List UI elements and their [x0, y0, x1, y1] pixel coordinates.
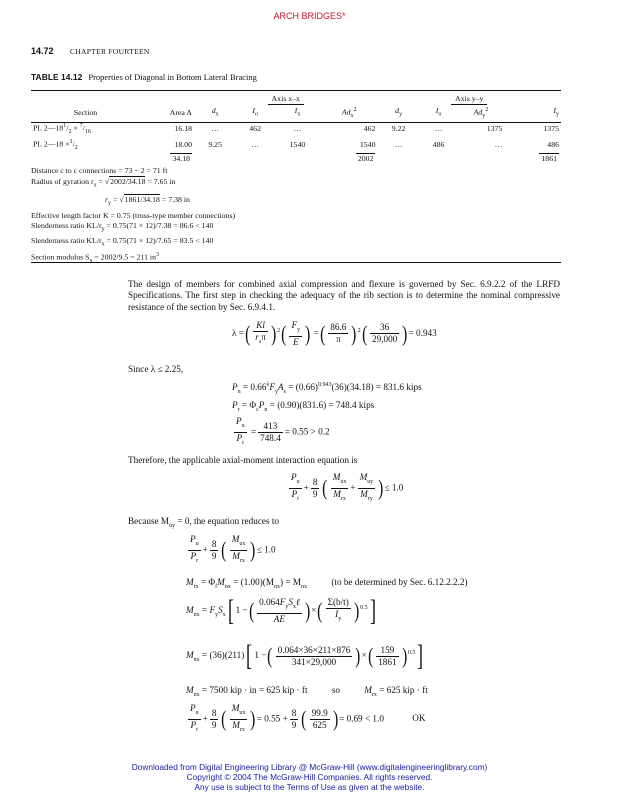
table-totals-row	[31, 153, 561, 164]
text-because: Because $M_{uy} = 0$, the equation reduces to	[128, 516, 279, 529]
equation-mnx-general: $M_{nx} = F_yS_x$[ 1 −( $\frac{0.064F_yS_x\ell}{AE}$ )×( $\frac{\Sigma(b/t)}{I_y}$ )$^{0.5}$]	[186, 594, 376, 627]
col-dy: $d_y$	[395, 106, 403, 118]
table-notes	[31, 166, 235, 266]
equation-reduced: $\frac{P_u}{P_r}$ + $\frac{8}{9}$ ( $\frac{M_{ux}}{M_{rx}}$ )≤ 1.0	[190, 534, 276, 564]
properties-table	[31, 94, 561, 164]
equation-mnx-numeric: $M_{nx} = (36)(211)$[ 1 −( $\frac{0.064\times 36\times 211\times 876}{341\times 29,000}$ )×( $\frac{159}{1861}$ )$^{0.5}$]	[186, 639, 424, 672]
text-therefore: Therefore, the applicable axial-moment interaction equation is	[128, 455, 358, 465]
table-row: PL 2—18 $\times^1/_2$ 18.00 9.25 … 1540 1540 … 486 … 486	[33, 139, 559, 152]
text-to-be-determined: (to be determined by Sec. 6.12.2.2.2)	[331, 577, 468, 587]
text-since: Since λ ≤ 2.25,	[128, 364, 184, 374]
footer-terms[interactable]: Any use is subject to the Terms of Use as given at the website.	[194, 782, 425, 792]
table-bottom-rule	[31, 262, 561, 263]
total-area: 34.18	[172, 154, 190, 164]
note-k: Effective length factor K = 0.75 (truss-type member connections)	[31, 210, 236, 220]
equation-interaction: $\frac{P_u}{P_r}$ + $\frac{8}{9}$ ( $\frac{M_{ux}}{M_{rx}}$ + $\frac{M_{uy}}{M_{ry}}$ )≤ 1.0	[291, 472, 404, 502]
col-ix: $I_x$	[294, 106, 301, 118]
col-area: Area A	[169, 108, 192, 118]
equation-mnx-value: $M_{nx} = 7500$ kip · in = 625 kip · ft so $M_{rx} = 625$ kip · ft	[186, 685, 428, 698]
paragraph-intro: The design of members for combined axial compression and flexure is governed by Sec. 6.9.2.2 of the LRFD Specifications. The first step in checking the adequacy of the rib section is to determine the nominal compressive resistance of the section by Sec. 6.9.4.1.	[128, 279, 560, 312]
note-radius-y: $r_y = √1861/34.18 = 7.38$ in	[105, 194, 190, 207]
chapter-title: CHAPTER FOURTEEN	[70, 47, 150, 56]
col-section: Section	[73, 108, 98, 118]
note-section-modulus: Section modulus $S_x = 2002/9.5 = 211$ $in^3$	[31, 251, 160, 264]
col-ady2: $Ad_y^2$	[473, 107, 489, 120]
equation-lambda: λ =( $\frac{Kl}{r_s\pi}$ )$^2$( $\frac{F_y}{E}$ ) =( $\frac{86.6}{\pi}$ )$^2$( $\frac{36}{29,000}$ )= 0.943	[232, 320, 437, 347]
table-caption	[31, 72, 257, 82]
table-column-header-row	[31, 105, 561, 121]
table-top-rule	[31, 90, 561, 91]
axis-y-header: Axis y–y	[451, 94, 487, 105]
equation-ratio: $\frac{P_u}{P_r}$ = $\frac{413}{748.4}$ = 0.55 > 0.2	[236, 416, 330, 446]
equation-pn: $P_n = 0.66^\lambda F_yA_s = (0.66)^{0.943}(36)(34.18) = 831.6$ kips	[232, 382, 422, 395]
footer-download-link[interactable]: Downloaded from Digital Engineering Library @ McGraw-Hill (www.digitalengineeringlibrary.com)	[131, 762, 488, 772]
col-iy: $I_y$	[553, 106, 559, 118]
equation-final-check: $\frac{P_u}{P_r}$ + $\frac{8}{9}$ ( $\frac{M_{ux}}{M_{rx}}$ )= 0.55 + $\frac{8}{9}$ ( $\frac{99.9}{625}$ )= 0.69 < 1.0 OK	[190, 703, 426, 733]
axis-x-header: Axis x–x	[268, 94, 304, 105]
table-label: TABLE 14.12	[31, 72, 83, 82]
equation-pr: $P_r = \Phi_cP_n = (0.90)(831.6) = 748.4$ kips	[232, 400, 375, 413]
ok-label: OK	[412, 713, 426, 724]
table-row: PL $2—18^1/_2 \times ^7/_{16}$ 16.18 … 462 … 462 9.22 … 1375 1375	[33, 123, 559, 136]
total-adx2: 2002	[357, 154, 374, 164]
equation-mrx: $M_{rx} = \Phi_fM_{nx} = (1.00)(M_{nx}) = M_{nx}$ (to be determined by Sec. 6.12.2.2.2)	[186, 577, 468, 590]
page-number: 14.72	[31, 46, 54, 56]
note-slenderness-y: Slenderness ratio $KL/r_y = 0.75(71 \times 12)/7.38 = 86.6 < 140$	[31, 221, 214, 234]
running-head: ARCH BRIDGES*	[273, 11, 346, 21]
footer	[0, 762, 619, 792]
note-radius-x: Radius of gyration $r_x = √2002/34.18 = 7.65$ in	[31, 176, 176, 189]
col-io-y: $I_o$	[435, 106, 442, 118]
table-axis-header-row	[31, 94, 561, 105]
col-adx2: $Ad_x^2$	[341, 107, 357, 120]
col-io-x: $I_o$	[252, 106, 258, 118]
note-slenderness-x: Slenderness ratio $KL/r_x = 0.75(71 \times 12)/7.65 = 83.5 < 140$	[31, 235, 214, 248]
col-dx: $d_x$	[211, 106, 219, 118]
note-distance: Distance c to c connections = 73 − 2 = 71 ft	[31, 166, 168, 175]
total-iy: 1861	[541, 154, 557, 164]
table-caption-text: Properties of Diagonal in Bottom Lateral Bracing	[88, 72, 257, 82]
footer-copyright: Copyright © 2004 The McGraw-Hill Companies. All rights reserved.	[186, 772, 433, 782]
